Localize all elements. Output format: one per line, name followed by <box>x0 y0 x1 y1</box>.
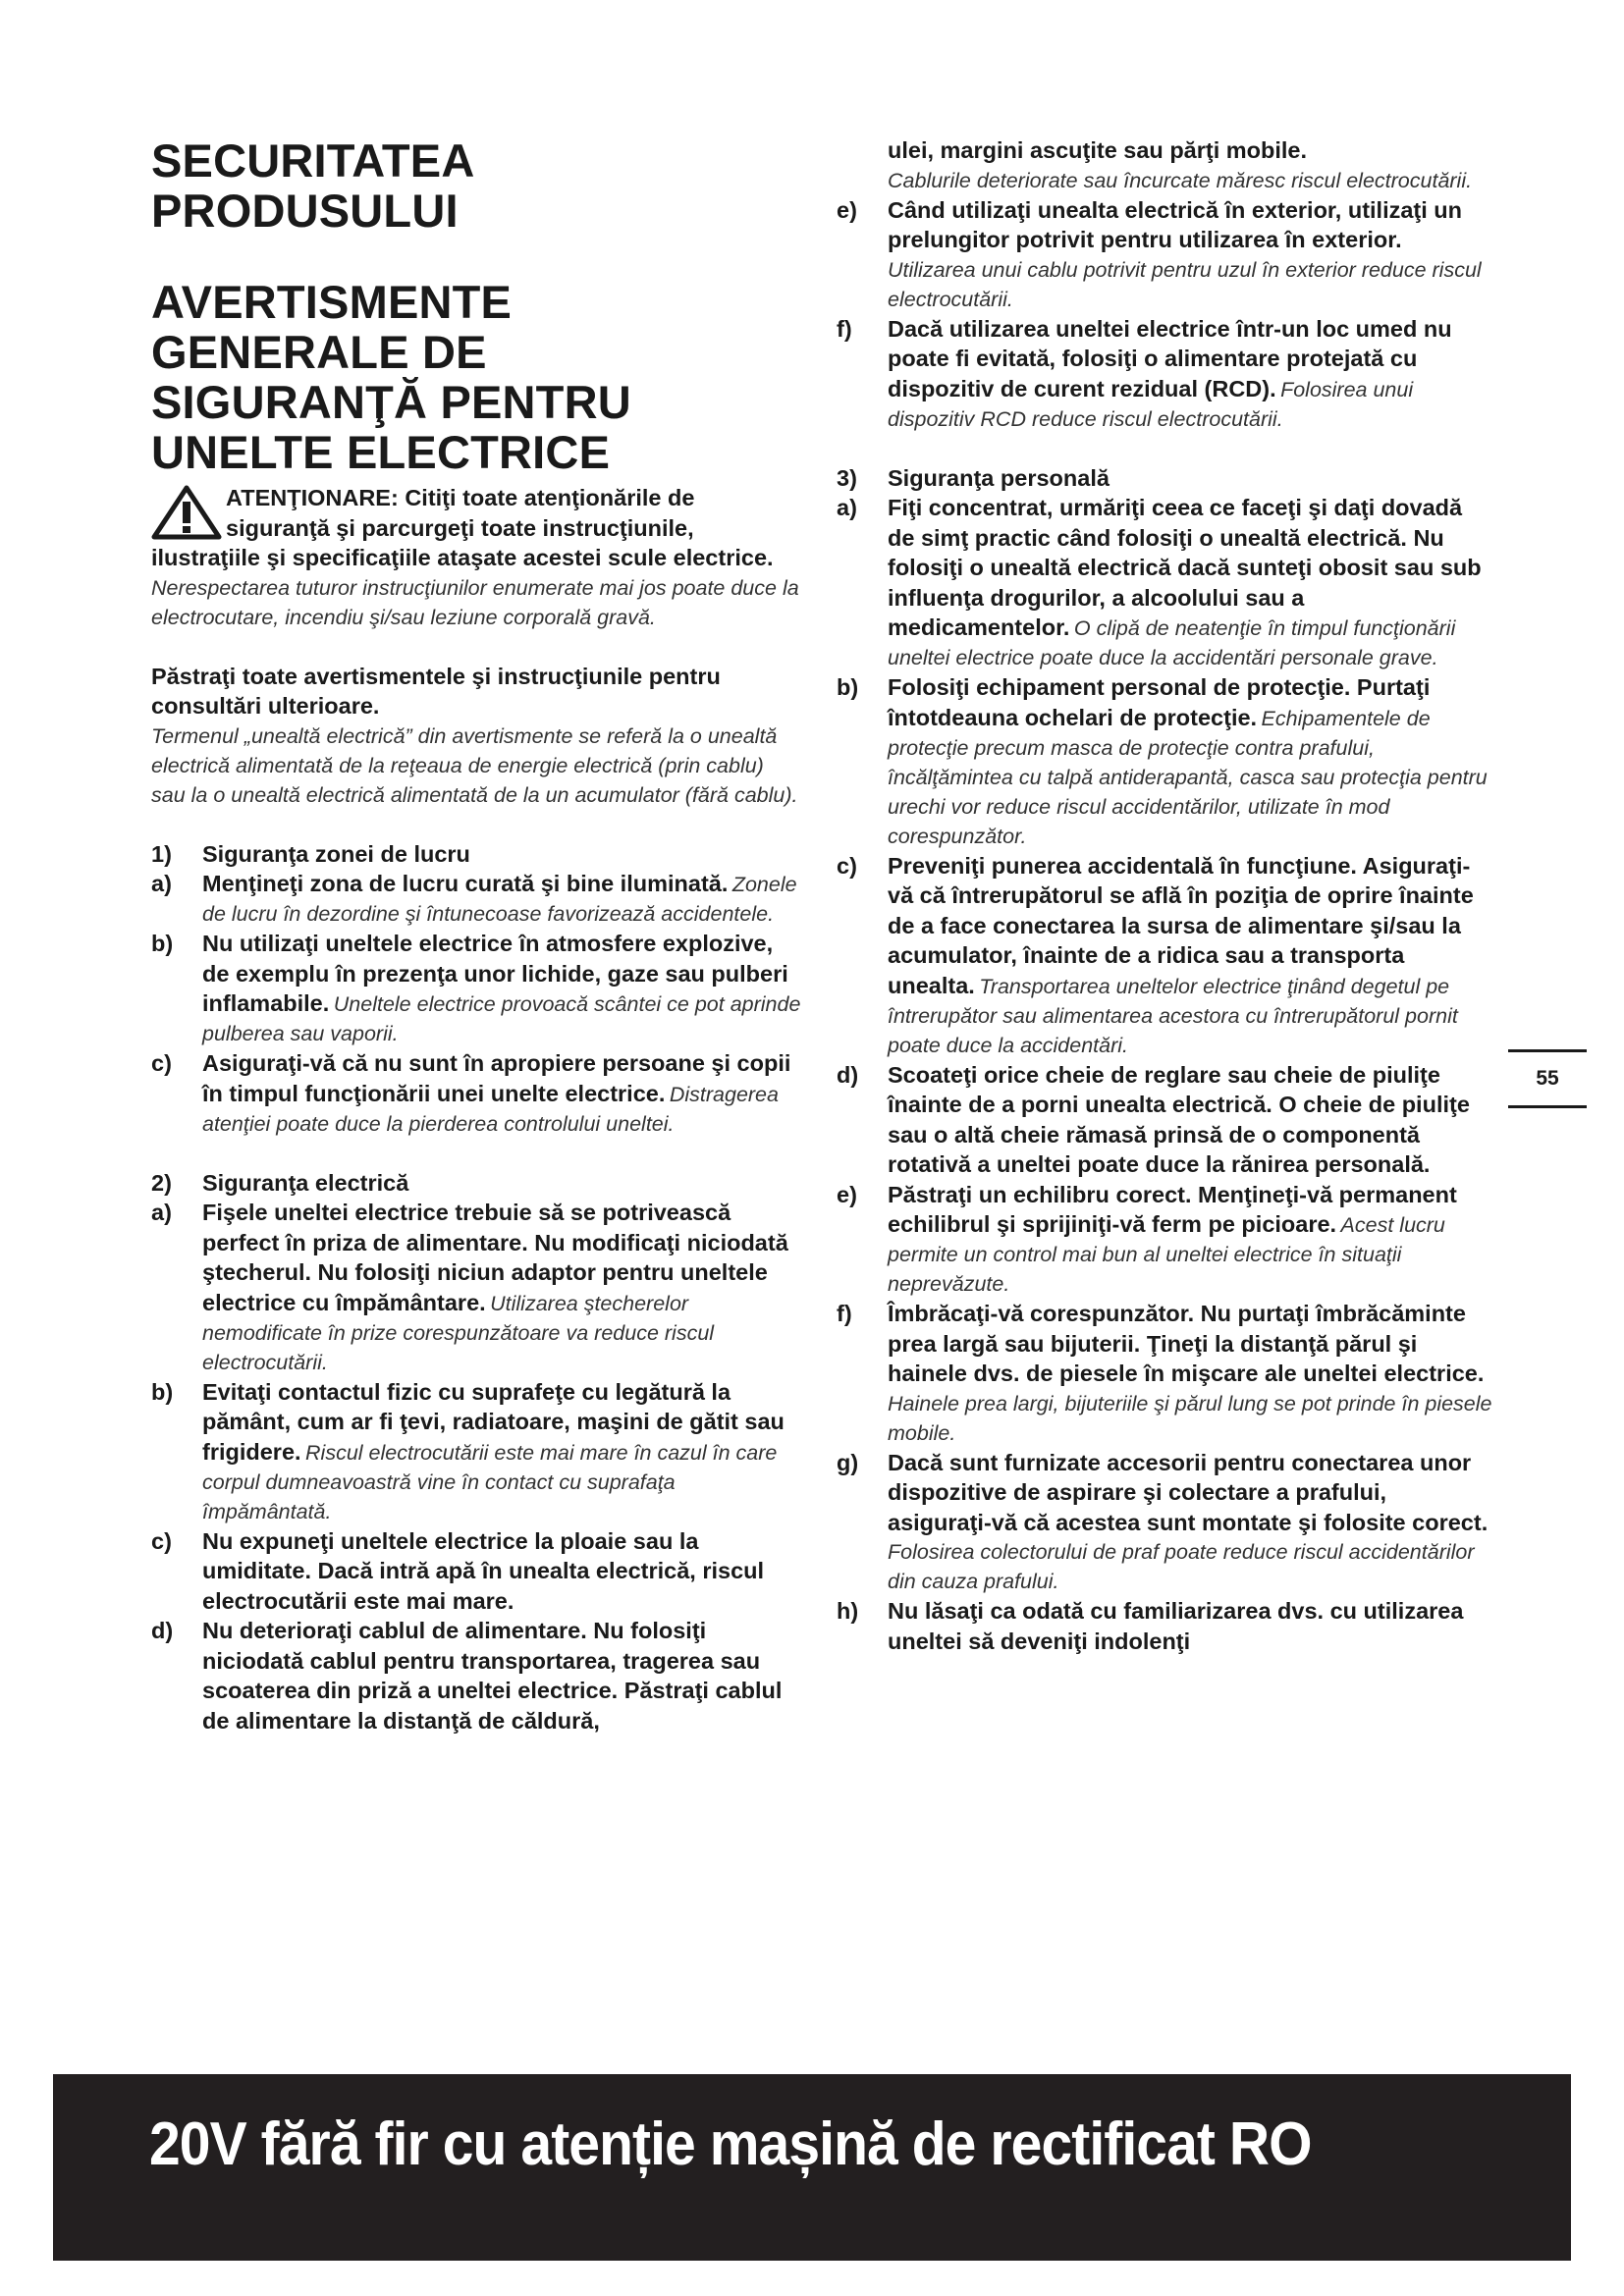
list-item <box>837 1299 1492 1448</box>
warning-block <box>151 483 801 632</box>
list-item-label: c) <box>837 852 857 879</box>
list-item-continued: ulei, margini ascuţite sau părţi mobile. Cablurile deteriorate sau încurcate măresc riscul electrocutării. <box>888 137 1473 192</box>
work-area-list <box>151 869 801 1139</box>
list-item-bold-text: Folosiţi echipament personal de protecţie. Purtaţi întotdeauna ochelari de protecţie. <box>888 674 1431 730</box>
list-item <box>837 1060 1492 1180</box>
warning-bold-text: ATENŢIONARE: Citiţi toate atenţionările de siguranţă şi parcurgeţi toate instrucţiunile, ilustraţiile şi specificaţiile ataşate acestei scule electrice. <box>151 485 774 570</box>
list-item-italic-text: Riscul electrocutării este mai mare în cazul în care corpul dumneavoastră vine în contact cu suprafaţa împământată. <box>202 1440 778 1523</box>
list-item <box>151 869 801 929</box>
list-item-italic-text: Hainele prea largi, bijuteriile şi părul lung se pot prinde în piesele mobile. <box>888 1391 1492 1445</box>
personal-safety-list <box>837 493 1492 1656</box>
list-item <box>837 195 1492 314</box>
list-item <box>837 493 1492 672</box>
electrical-safety-list <box>151 1198 801 1735</box>
list-item-bold-text: Fiţi concentrat, urmăriţi ceea ce faceţi şi daţi dovadă de simţ practic când folosiţi o unealtă electrică. Nu folosiţi o unealtă electrică dacă sunteţi obosit sau sub influenţa drogurilor, a alcoolului sau a medicamentelor. <box>888 495 1482 640</box>
list-item-bold-text: Preveniţi punerea accidentală în funcţiune. Asiguraţi-vă că întrerupătorul se află în poziţia de oprire înainte de a face conectarea la sursa de alimentare şi/sau la acumulator, înainte de a ridica sau a transporta unealta. <box>888 852 1474 998</box>
list-item-label: c) <box>151 1050 172 1076</box>
list-item <box>151 1616 801 1735</box>
list-item-bold-text: Nu deterioraţi cablul de alimentare. Nu folosiţi niciodată cablul pentru transportarea, tragerea sau scoaterea din priză a uneltei electrice. Păstraţi cablul de alimentare la distanţă de căldură, <box>202 1618 783 1734</box>
list-item-italic-text: Transportarea uneltelor electrice ţinând degetul pe întrerupător sau alimentarea acestora cu întrerupătorul pornit poate duce la accidentări. <box>888 974 1458 1057</box>
list-item-bold-text: Nu lăsaţi ca odată cu familiarizarea dvs. cu utilizarea uneltei să deveniţi indolenţi <box>888 1598 1464 1654</box>
left-column <box>151 135 801 1735</box>
list-item-label: e) <box>837 1181 857 1207</box>
list-item-label: d) <box>837 1061 859 1088</box>
section-heading-personal: 3) Siguranţa personală <box>837 464 1110 491</box>
list-item-bold-text: Menţineţi zona de lucru curată şi bine iluminată. <box>202 871 729 896</box>
electrical-safety-list-continued <box>837 195 1492 434</box>
warning-triangle-icon <box>151 485 222 540</box>
list-item <box>837 314 1492 434</box>
list-item-label: d) <box>151 1618 174 1643</box>
right-column <box>837 135 1492 1656</box>
page-marker-rule <box>1508 1105 1587 1108</box>
list-item <box>837 1448 1492 1597</box>
list-item <box>151 1198 801 1377</box>
list-item-italic-text: Zonele de lucru în dezordine şi întunecoase favorizează accidentele. <box>202 873 797 926</box>
list-item-bold-text: Scoateţi orice cheie de reglare sau cheie de piuliţe înainte de a porni unealta electrică. O cheie de piuliţe sau o altă cheie rămasă prinsă de o componentă rotativă a uneltei poate duce la rănirea personală. <box>888 1061 1470 1177</box>
section-title-general-warnings: AVERTISMENTE GENERALE DE SIGURANŢĂ PENTRU UNELTE ELECTRICE <box>151 276 631 478</box>
list-item-label: c) <box>151 1527 172 1554</box>
list-item <box>151 1048 801 1139</box>
list-item-label: a) <box>151 871 172 896</box>
list-item-italic-text: Distragerea atenţiei poate duce la pierderea controlului uneltei. <box>202 1082 779 1136</box>
list-item-label: g) <box>837 1449 859 1475</box>
list-item <box>151 1377 801 1526</box>
section-heading-work-area: 1) Siguranţa zonei de lucru <box>151 840 470 867</box>
footer-title: 20V fără fir cu atenție mașină de rectificat RO <box>149 2110 1312 2178</box>
keep-warnings-italic: Termenul „unealtă electrică” din avertismente se referă la o unealtă electrică alimentată de la reţeaua de energie electrică (prin cablu) sau la o unealtă electrică alimentată de la un acumulator (fără cablu). <box>151 723 798 807</box>
list-item-label: f) <box>837 315 852 342</box>
list-item-italic-text: O clipă de neatenţie în timpul funcţionării uneltei electrice poate duce la accidentări personale grave. <box>888 616 1456 669</box>
list-item-label: a) <box>151 1200 172 1225</box>
footer-bar <box>53 2074 1571 2261</box>
list-item-bold-text: Asiguraţi-vă că nu sunt în apropiere persoane şi copii în timpul funcţionării unei unelte electrice. <box>202 1050 791 1106</box>
list-item-label: h) <box>837 1598 859 1624</box>
list-item-label: f) <box>837 1301 852 1326</box>
list-item-italic-text: Uneltele electrice provoacă scântei ce pot aprinde pulberea sau vaporii. <box>202 992 801 1045</box>
list-item <box>837 672 1492 851</box>
keep-warnings-bold: Păstraţi toate avertismentele şi instrucţiunile pentru consultări ulterioare. <box>151 663 721 719</box>
list-item-bold-text: Evitaţi contactul fizic cu suprafeţe cu legătură la pământ, cum ar fi ţevi, radiatoare, maşini de gătit sau frigidere. <box>202 1378 785 1465</box>
list-item-bold-text: Când utilizaţi unealta electrică în exterior, utilizaţi un prelungitor potrivit pentru utilizarea în exterior. <box>888 196 1463 252</box>
list-item <box>151 1526 801 1617</box>
list-item <box>151 929 801 1048</box>
warning-italic-text: Nerespectarea tuturor instrucţiunilor enumerate mai jos poate duce la electrocutare, incendiu şi/sau leziune corporală gravă. <box>151 575 799 629</box>
page-number: 55 <box>1536 1067 1559 1090</box>
list-item-italic-text: Echipamentele de protecţie precum masca de protecţie contra prafului, încălţămintea cu talpă antiderapantă, casca sau protecţia pentru urechi vor reduce riscul accidentărilor, utilizate în mod corespunzător. <box>888 706 1488 848</box>
section-title-product-safety: SECURITATEA PRODUSULUI <box>151 134 473 237</box>
list-item-italic-text: Folosirea unui dispozitiv RCD reduce riscul electrocutării. <box>888 377 1414 431</box>
list-item-bold-text: Nu utilizaţi uneltele electrice în atmosfere explozive, de exemplu în prezenţa unor lichide, gaze sau pulberi inflamabile. <box>202 931 788 1016</box>
list-item-label: b) <box>151 1378 174 1405</box>
section-heading-electrical: 2) Siguranţa electrică <box>151 1169 409 1196</box>
list-item-italic-text: Utilizarea unui cablu potrivit pentru uzul în exterior reduce riscul electrocutării. <box>888 257 1482 311</box>
list-item-bold-text: Păstraţi un echilibru corect. Menţineţi-vă permanent echilibrul şi sprijiniţi-vă ferm pe picioare. <box>888 1181 1457 1237</box>
list-item-label: b) <box>837 674 859 700</box>
list-item <box>837 1596 1492 1656</box>
list-item-italic-text: Folosirea colectorului de praf poate reduce riscul accidentărilor din cauza prafului. <box>888 1540 1475 1593</box>
list-item <box>837 1180 1492 1300</box>
list-item-bold-text: Fişele uneltei electrice trebuie să se potrivească perfect în priza de alimentare. Nu modificaţi niciodată ştecherul. Nu folosiţi niciun adaptor pentru uneltele electrice cu împământare. <box>202 1200 788 1315</box>
list-item-bold-text: Nu expuneţi uneltele electrice la ploaie sau la umiditate. Dacă intră apă în unealta electrică, riscul electrocutării este mai mare. <box>202 1527 765 1614</box>
list-item-bold-text: Îmbrăcaţi-vă corespunzător. Nu purtaţi îmbrăcăminte prea largă sau bijuterii. Ţineţi la distanţă părul şi hainele dvs. de piesele în mişcare ale uneltei electrice. <box>888 1301 1485 1386</box>
list-item-bold-text: Dacă sunt furnizate accesorii pentru conectarea unor dispozitive de aspirare şi colectare a prafului, asiguraţi-vă că acestea sunt montate şi folosite corect. <box>888 1449 1489 1535</box>
list-item-italic-text: Acest lucru permite un control mai bun al uneltei electrice în situaţii neprevăzute. <box>888 1213 1445 1296</box>
list-item-label: a) <box>837 495 857 520</box>
list-item-label: e) <box>837 196 857 223</box>
list-item <box>837 851 1492 1060</box>
list-item-italic-text: Utilizarea ştecherelor nemodificate în prize corespunzătoare va reduce riscul electrocutării. <box>202 1291 715 1374</box>
page-number-marker <box>1508 1049 1587 1108</box>
list-item-label: b) <box>151 931 174 956</box>
list-item-bold-text: Dacă utilizarea uneltei electrice într-un loc umed nu poate fi evitată, folosiţi o alimentare protejată cu dispozitiv de curent rezidual (RCD). <box>888 315 1452 401</box>
